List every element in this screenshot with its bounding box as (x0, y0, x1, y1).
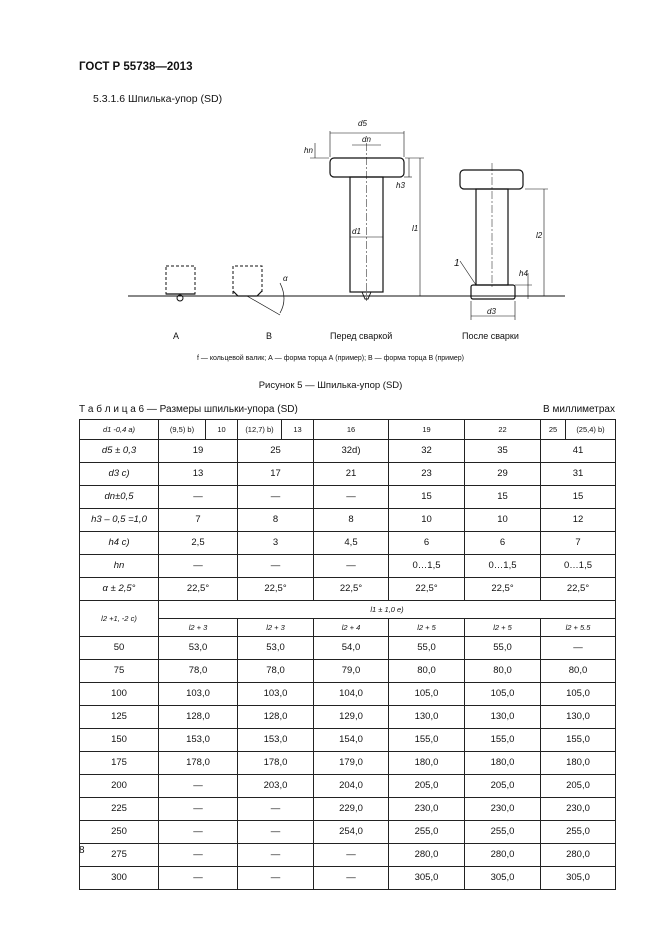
length-row (80, 844, 616, 867)
length-row (80, 821, 616, 844)
l1-value: 128,0 (159, 706, 238, 729)
d5-label: d5 (358, 119, 367, 128)
length-row (80, 798, 616, 821)
l1-value: 305,0 (541, 867, 616, 890)
hn-label: hn (304, 146, 313, 155)
l1-value: — (314, 867, 389, 890)
spec-value: 17 (238, 463, 314, 486)
l1-value: 230,0 (541, 798, 616, 821)
spec-value: 29 (465, 463, 541, 486)
l1-formula: l2 + 3 (159, 619, 238, 637)
d3-label: d3 (487, 307, 496, 316)
spec-value: — (314, 486, 389, 509)
l1-value: — (159, 821, 238, 844)
d1-column-header: 13 (282, 420, 314, 440)
spec-row (80, 555, 616, 578)
l1-value: 179,0 (314, 752, 389, 775)
spec-value: 32d) (314, 440, 389, 463)
spec-value: 10 (465, 509, 541, 532)
stud-before-welding (330, 143, 404, 301)
dimension-lines (310, 131, 548, 320)
spec-value: 22,5° (541, 578, 616, 601)
l1-tolerance-header: l1 ± 1,0 e) (159, 601, 616, 619)
document-header: ГОСТ Р 55738—2013 (79, 61, 193, 73)
stud-figure (120, 113, 570, 341)
spec-value: — (238, 555, 314, 578)
formula-row (80, 619, 616, 637)
l1-value: 105,0 (541, 683, 616, 706)
spec-value: 10 (389, 509, 465, 532)
d1-column-header: (9,5) b) (159, 420, 206, 440)
l1-value: — (159, 798, 238, 821)
l2-header-label: l2 +1, -2 c) (80, 601, 159, 637)
spec-value: 8 (314, 509, 389, 532)
l1-value: — (238, 821, 314, 844)
l1-formula: l2 + 4 (314, 619, 389, 637)
spec-value: 15 (389, 486, 465, 509)
l1-value: 280,0 (389, 844, 465, 867)
h4-label: h4 (519, 269, 528, 278)
spec-row-label: h4 c) (80, 532, 159, 555)
l1-formula: l2 + 3 (238, 619, 314, 637)
l1-value: — (159, 775, 238, 798)
l1-value: 53,0 (238, 637, 314, 660)
l1-value: 230,0 (389, 798, 465, 821)
spec-row-label: dn±0,5 (80, 486, 159, 509)
l1-value: 130,0 (541, 706, 616, 729)
spec-value: 15 (541, 486, 616, 509)
spec-value: — (314, 555, 389, 578)
l2-value: 150 (80, 729, 159, 752)
l1-value: 280,0 (465, 844, 541, 867)
spec-value: 8 (238, 509, 314, 532)
d1-column-header: 10 (206, 420, 238, 440)
spec-value: 3 (238, 532, 314, 555)
spec-value: — (238, 486, 314, 509)
l1-value: 105,0 (465, 683, 541, 706)
l1-value: 53,0 (159, 637, 238, 660)
spec-row-label: α ± 2,5° (80, 578, 159, 601)
l1-value: 80,0 (389, 660, 465, 683)
l2-value: 300 (80, 867, 159, 890)
l1-value: 153,0 (159, 729, 238, 752)
l1-value: 130,0 (389, 706, 465, 729)
page-number: 8 (79, 845, 85, 856)
l2-value: 275 (80, 844, 159, 867)
view-a-label: А (173, 331, 180, 341)
l1-value: 254,0 (314, 821, 389, 844)
l1-value: 205,0 (465, 775, 541, 798)
l1-value: 78,0 (159, 660, 238, 683)
l1-value: — (238, 844, 314, 867)
l1-value: — (238, 867, 314, 890)
spec-value: 6 (389, 532, 465, 555)
spec-value: — (159, 486, 238, 509)
spec-value: 0…1,5 (465, 555, 541, 578)
figure-legend: f — кольцевой валик; А — форма торца А (пример); В — форма торца В (пример) (197, 355, 464, 362)
l1-value: 180,0 (541, 752, 616, 775)
spec-value: 7 (541, 532, 616, 555)
l1-value: — (159, 867, 238, 890)
spec-value: 13 (159, 463, 238, 486)
l1-value: — (314, 844, 389, 867)
spec-value: 22,5° (238, 578, 314, 601)
spec-value: 22,5° (159, 578, 238, 601)
l2-label: l2 (536, 231, 543, 240)
spec-row-label: hn (80, 555, 159, 578)
l1-value: 205,0 (389, 775, 465, 798)
spec-row (80, 486, 616, 509)
l2-value: 125 (80, 706, 159, 729)
section-title: 5.3.1.6 Шпилька-упор (SD) (93, 93, 223, 105)
spec-value: 22,5° (314, 578, 389, 601)
l1-label: l1 (412, 224, 419, 233)
l1-value: 104,0 (314, 683, 389, 706)
spec-value: 0…1,5 (541, 555, 616, 578)
l1-value: 178,0 (238, 752, 314, 775)
d1-column-header: 25 (541, 420, 566, 440)
l1-value: 155,0 (389, 729, 465, 752)
after-welding-label: После сварки (462, 331, 519, 341)
length-row (80, 775, 616, 798)
table-unit: В миллиметрах (543, 404, 615, 415)
l1-value: 153,0 (238, 729, 314, 752)
d1-column-header: 22 (465, 420, 541, 440)
spec-value: — (159, 555, 238, 578)
spec-row (80, 509, 616, 532)
before-welding-label: Перед сваркой (330, 331, 393, 341)
l1-value: 154,0 (314, 729, 389, 752)
l2-value: 50 (80, 637, 159, 660)
d1-column-header: (25,4) b) (566, 420, 616, 440)
l1-value: 105,0 (389, 683, 465, 706)
l1-value: 178,0 (159, 752, 238, 775)
l1-value: 155,0 (541, 729, 616, 752)
l1-value: 103,0 (238, 683, 314, 706)
spec-value: 25 (238, 440, 314, 463)
l1-value: 54,0 (314, 637, 389, 660)
d1-column-header: 16 (314, 420, 389, 440)
spec-value: 23 (389, 463, 465, 486)
h3-label: h3 (396, 181, 405, 190)
l1-value: 128,0 (238, 706, 314, 729)
spec-value: 6 (465, 532, 541, 555)
l1-value: 305,0 (465, 867, 541, 890)
l1-span-row (80, 601, 616, 619)
l1-value: 78,0 (238, 660, 314, 683)
callout-1-label: 1 (454, 258, 460, 269)
d1-label: d1 (352, 227, 361, 236)
l1-value: 103,0 (159, 683, 238, 706)
length-row (80, 867, 616, 890)
spec-value: 19 (159, 440, 238, 463)
spec-value: 4,5 (314, 532, 389, 555)
spec-row (80, 440, 616, 463)
stud-after-welding (460, 163, 523, 299)
length-row (80, 706, 616, 729)
d1-column-header: 19 (389, 420, 465, 440)
spec-row (80, 463, 616, 486)
l2-value: 100 (80, 683, 159, 706)
l1-formula: l2 + 5 (465, 619, 541, 637)
l1-formula: l2 + 5.5 (541, 619, 616, 637)
l1-value: 255,0 (389, 821, 465, 844)
l2-value: 75 (80, 660, 159, 683)
l2-value: 225 (80, 798, 159, 821)
l1-value: 80,0 (541, 660, 616, 683)
l1-value: 255,0 (541, 821, 616, 844)
dn-label: dn (362, 135, 371, 144)
spec-row (80, 532, 616, 555)
figure-caption: Рисунок 5 — Шпилька-упор (SD) (258, 380, 403, 391)
length-row (80, 637, 616, 660)
length-row (80, 683, 616, 706)
length-row (80, 729, 616, 752)
spec-value: 41 (541, 440, 616, 463)
table-title: Т а б л и ц а 6 — Размеры шпильки-упора (SD) (79, 404, 298, 415)
l1-value: 155,0 (465, 729, 541, 752)
l1-value: 130,0 (465, 706, 541, 729)
l1-value: 55,0 (389, 637, 465, 660)
dimensions-table (79, 419, 616, 890)
l2-value: 250 (80, 821, 159, 844)
l1-value: 230,0 (465, 798, 541, 821)
table-header-row (80, 420, 616, 440)
l1-value: 229,0 (314, 798, 389, 821)
l1-value: — (541, 637, 616, 660)
l1-value: 255,0 (465, 821, 541, 844)
length-row (80, 660, 616, 683)
l1-value: 305,0 (389, 867, 465, 890)
l1-value: 203,0 (238, 775, 314, 798)
spec-row-label: d3 c) (80, 463, 159, 486)
l1-value: 80,0 (465, 660, 541, 683)
spec-value: 22,5° (389, 578, 465, 601)
spec-value: 7 (159, 509, 238, 532)
l1-value: 79,0 (314, 660, 389, 683)
l1-value: 129,0 (314, 706, 389, 729)
l1-value: 55,0 (465, 637, 541, 660)
l1-value: 204,0 (314, 775, 389, 798)
spec-value: 21 (314, 463, 389, 486)
spec-value: 2,5 (159, 532, 238, 555)
l1-value: 180,0 (389, 752, 465, 775)
l1-value: 205,0 (541, 775, 616, 798)
l2-value: 200 (80, 775, 159, 798)
alpha-label: α (283, 274, 288, 283)
view-b-label: В (266, 331, 273, 341)
view-b-stud-end (233, 266, 284, 315)
spec-row-label: d5 ± 0,3 (80, 440, 159, 463)
length-row (80, 752, 616, 775)
spec-value: 22,5° (465, 578, 541, 601)
spec-value: 15 (465, 486, 541, 509)
l1-formula: l2 + 5 (389, 619, 465, 637)
l1-value: 280,0 (541, 844, 616, 867)
d1-header-label: d1 -0,4 a) (80, 420, 159, 440)
spec-row (80, 578, 616, 601)
l1-value: — (159, 844, 238, 867)
spec-value: 32 (389, 440, 465, 463)
spec-value: 35 (465, 440, 541, 463)
l2-value: 175 (80, 752, 159, 775)
spec-row-label: h3 – 0,5 =1,0 (80, 509, 159, 532)
spec-value: 31 (541, 463, 616, 486)
l1-value: 180,0 (465, 752, 541, 775)
d1-column-header: (12,7) b) (238, 420, 282, 440)
spec-value: 12 (541, 509, 616, 532)
l1-value: — (238, 798, 314, 821)
spec-value: 0…1,5 (389, 555, 465, 578)
